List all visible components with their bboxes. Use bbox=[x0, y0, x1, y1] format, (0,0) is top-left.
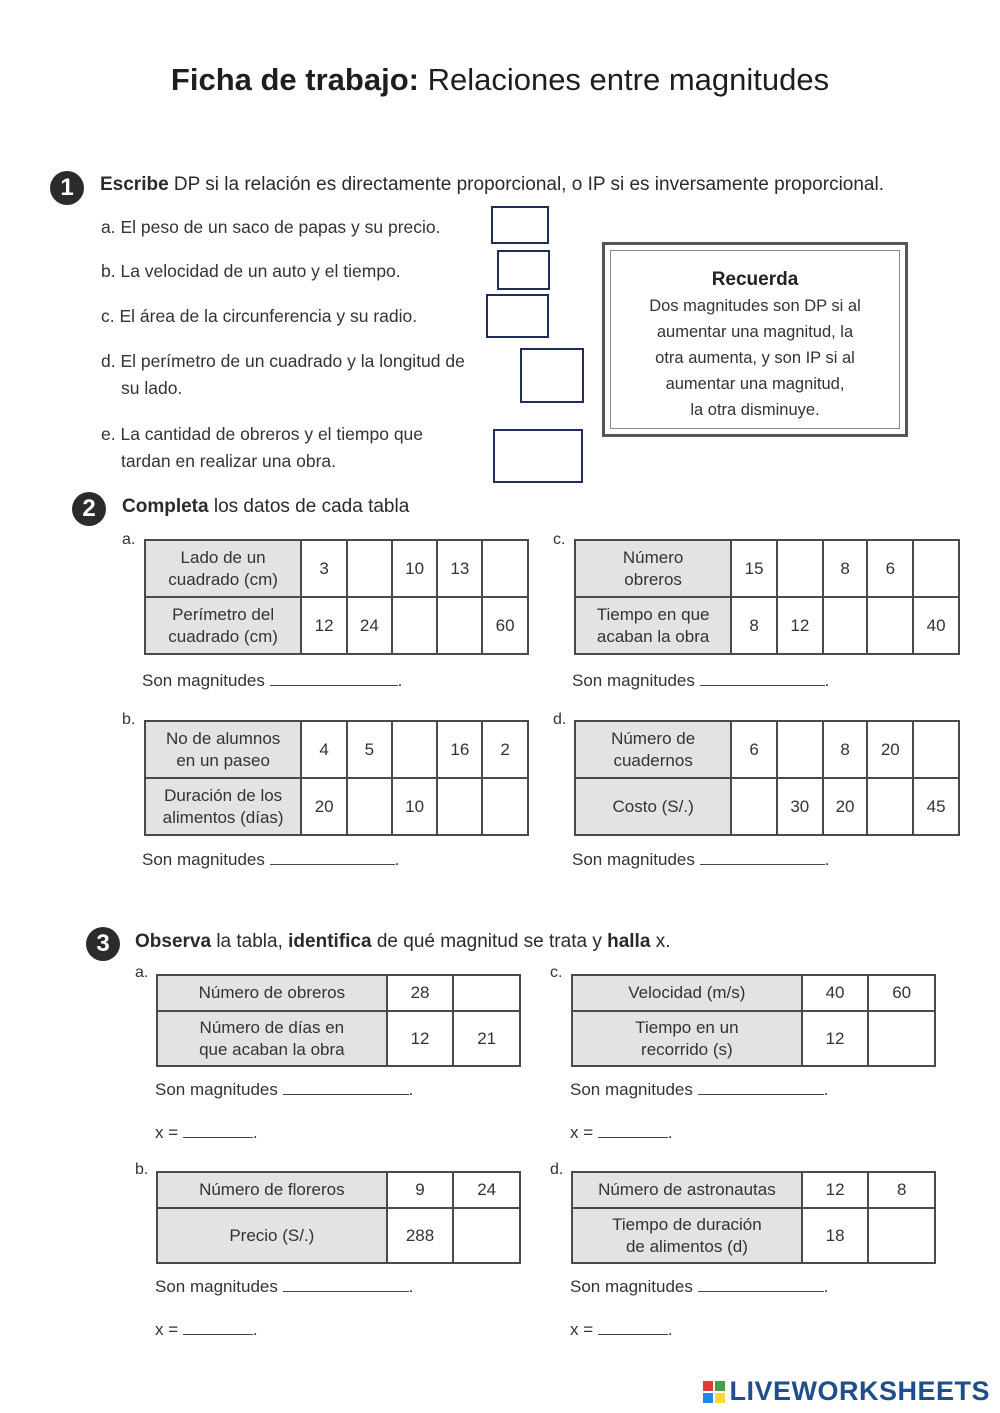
answer-blank[interactable] bbox=[698, 1277, 824, 1292]
table-row-header: Número de floreros bbox=[157, 1172, 387, 1208]
table-2b bbox=[144, 720, 529, 836]
table-row-header: No de alumnos en un paseo bbox=[145, 721, 301, 778]
table-cell: 28 bbox=[387, 975, 454, 1011]
table-cell-blank[interactable] bbox=[913, 540, 959, 597]
item-1e-line2: tardan en realizar una obra. bbox=[121, 451, 336, 471]
recuerda-line: aumentar una magnitud, la bbox=[656, 323, 854, 341]
table-cell: 8 bbox=[823, 540, 868, 597]
answer-box-1a[interactable] bbox=[491, 206, 549, 244]
son-magnitudes-3a: Son magnitudes . bbox=[155, 1080, 414, 1099]
table-cell: 24 bbox=[453, 1172, 520, 1208]
table-cell-blank[interactable] bbox=[913, 721, 959, 778]
answer-box-1c[interactable] bbox=[486, 294, 549, 338]
table-row-header: Tiempo de duración de alimentos (d) bbox=[572, 1208, 802, 1263]
table-3a-label: a. bbox=[135, 964, 149, 981]
table-cell-blank[interactable] bbox=[777, 540, 823, 597]
section-3-instruction: Observa la tabla, identifica de qué magnitud se trata y halla x. bbox=[135, 931, 671, 952]
table-row-header: Tiempo en un recorrido (s) bbox=[572, 1011, 802, 1066]
answer-blank[interactable] bbox=[283, 1277, 409, 1292]
son-magnitudes-2c: Son magnitudes . bbox=[572, 671, 830, 690]
table-cell-blank[interactable] bbox=[437, 778, 482, 835]
table-row-header: Velocidad (m/s) bbox=[572, 975, 802, 1011]
table-cell-blank[interactable] bbox=[867, 778, 913, 835]
item-1b: b. La velocidad de un auto y el tiempo. bbox=[101, 261, 401, 281]
son-magnitudes-3c: Son magnitudes . bbox=[570, 1080, 829, 1099]
table-cell: 4 bbox=[301, 721, 347, 778]
table-cell-blank[interactable] bbox=[392, 721, 438, 778]
table-cell: 60 bbox=[482, 597, 528, 654]
table-cell: 8 bbox=[823, 721, 868, 778]
answer-blank[interactable] bbox=[183, 1320, 253, 1335]
table-cell: 2 bbox=[482, 721, 528, 778]
table-cell: 20 bbox=[823, 778, 868, 835]
table-2a bbox=[144, 539, 529, 655]
table-row-header: Número de días en que acaban la obra bbox=[157, 1011, 387, 1066]
table-2c-label: c. bbox=[553, 531, 566, 548]
table-cell: 60 bbox=[868, 975, 935, 1011]
x-answer-3c: x = . bbox=[570, 1123, 673, 1142]
table-3c bbox=[571, 974, 936, 1067]
table-cell: 30 bbox=[777, 778, 823, 835]
table-cell: 45 bbox=[913, 778, 959, 835]
answer-blank[interactable] bbox=[598, 1320, 668, 1335]
table-row-header: Número de astronautas bbox=[572, 1172, 802, 1208]
section-2-instruction: Completa los datos de cada tabla bbox=[122, 496, 410, 517]
recuerda-line: la otra disminuye. bbox=[690, 401, 820, 419]
table-cell: 20 bbox=[301, 778, 347, 835]
table-2a-label: a. bbox=[122, 531, 136, 548]
table-cell: 20 bbox=[867, 721, 913, 778]
answer-box-1b[interactable] bbox=[497, 250, 550, 290]
x-answer-3d: x = . bbox=[570, 1320, 673, 1339]
recuerda-box bbox=[602, 242, 908, 437]
table-cell-blank[interactable] bbox=[347, 778, 392, 835]
x-answer-3b: x = . bbox=[155, 1320, 258, 1339]
table-cell-blank[interactable] bbox=[731, 778, 777, 835]
table-cell-blank[interactable] bbox=[867, 597, 913, 654]
table-cell: 40 bbox=[802, 975, 869, 1011]
table-cell: 8 bbox=[868, 1172, 935, 1208]
table-cell: 40 bbox=[913, 597, 959, 654]
x-answer-3a: x = . bbox=[155, 1123, 258, 1142]
table-cell: 8 bbox=[731, 597, 777, 654]
table-cell: 16 bbox=[437, 721, 482, 778]
section-1-instruction: Escribe DP si la relación es directamente proporcional, o IP si es inversamente proporcional. bbox=[100, 174, 884, 195]
section-3-number: 3 bbox=[86, 927, 120, 961]
son-magnitudes-3b: Son magnitudes . bbox=[155, 1277, 414, 1296]
table-2c bbox=[574, 539, 960, 655]
table-row-header: Número de obreros bbox=[157, 975, 387, 1011]
table-cell-blank[interactable] bbox=[823, 597, 868, 654]
table-row-header: Lado de un cuadrado (cm) bbox=[145, 540, 301, 597]
table-cell-blank[interactable] bbox=[437, 597, 482, 654]
answer-blank[interactable] bbox=[698, 1080, 824, 1095]
table-row-header: Número obreros bbox=[575, 540, 731, 597]
table-cell-blank[interactable] bbox=[868, 1011, 935, 1066]
table-cell: 6 bbox=[731, 721, 777, 778]
table-2b-label: b. bbox=[122, 711, 136, 728]
page-title: Ficha de trabajo: Relaciones entre magnitudes bbox=[170, 62, 830, 97]
table-cell-blank[interactable] bbox=[868, 1208, 935, 1263]
answer-blank[interactable] bbox=[700, 850, 825, 865]
recuerda-line: Dos magnitudes son DP si al bbox=[649, 297, 861, 315]
table-cell: 288 bbox=[387, 1208, 454, 1263]
table-3c-label: c. bbox=[550, 964, 563, 981]
table-cell-blank[interactable] bbox=[777, 721, 823, 778]
table-cell: 9 bbox=[387, 1172, 454, 1208]
son-magnitudes-2d: Son magnitudes . bbox=[572, 850, 830, 869]
liveworksheets-logo-icon bbox=[703, 1381, 725, 1403]
recuerda-line: otra aumenta, y son IP si al bbox=[655, 349, 855, 367]
table-row-header: Precio (S/.) bbox=[157, 1208, 387, 1263]
table-cell: 10 bbox=[392, 540, 438, 597]
table-cell: 12 bbox=[387, 1011, 454, 1066]
item-1d-line2: su lado. bbox=[121, 378, 183, 398]
answer-blank[interactable] bbox=[270, 671, 398, 686]
table-cell-blank[interactable] bbox=[482, 778, 528, 835]
answer-box-1d[interactable] bbox=[520, 348, 584, 403]
table-cell: 12 bbox=[301, 597, 347, 654]
table-3b bbox=[156, 1171, 521, 1264]
answer-blank[interactable] bbox=[183, 1123, 253, 1138]
table-cell: 12 bbox=[802, 1172, 869, 1208]
table-cell-blank[interactable] bbox=[453, 975, 520, 1011]
section-1-number: 1 bbox=[50, 171, 84, 205]
table-3a bbox=[156, 974, 521, 1067]
table-cell: 18 bbox=[802, 1208, 869, 1263]
table-row-header: Tiempo en que acaban la obra bbox=[575, 597, 731, 654]
table-2d bbox=[574, 720, 960, 836]
recuerda-title: Recuerda bbox=[711, 269, 799, 290]
section-2-number: 2 bbox=[72, 492, 106, 526]
table-cell: 24 bbox=[347, 597, 392, 654]
table-cell-blank[interactable] bbox=[347, 540, 392, 597]
answer-blank[interactable] bbox=[283, 1080, 409, 1095]
item-1c: c. El área de la circunferencia y su radio. bbox=[101, 306, 418, 326]
item-1a: a. El peso de un saco de papas y su precio. bbox=[101, 217, 441, 237]
table-cell: 5 bbox=[347, 721, 392, 778]
table-row-header: Número de cuadernos bbox=[575, 721, 731, 778]
table-cell: 15 bbox=[731, 540, 777, 597]
answer-blank[interactable] bbox=[270, 850, 395, 865]
son-magnitudes-3d: Son magnitudes . bbox=[570, 1277, 829, 1296]
son-magnitudes-2b: Son magnitudes . bbox=[142, 850, 400, 869]
table-cell: 12 bbox=[777, 597, 823, 654]
table-row-header: Perímetro del cuadrado (cm) bbox=[145, 597, 301, 654]
table-2d-label: d. bbox=[553, 711, 567, 728]
son-magnitudes-2a: Son magnitudes . bbox=[142, 671, 403, 690]
table-cell: 13 bbox=[437, 540, 482, 597]
table-3d bbox=[571, 1171, 936, 1264]
table-cell-blank[interactable] bbox=[453, 1208, 520, 1263]
table-cell: 12 bbox=[802, 1011, 869, 1066]
recuerda-line: aumentar una magnitud, bbox=[665, 375, 845, 393]
liveworksheets-logo: LIVEWORKSHEETS bbox=[703, 1376, 990, 1407]
table-3b-label: b. bbox=[135, 1161, 149, 1178]
table-cell: 21 bbox=[453, 1011, 520, 1066]
table-cell: 3 bbox=[301, 540, 347, 597]
answer-blank[interactable] bbox=[598, 1123, 668, 1138]
table-3d-label: d. bbox=[550, 1161, 564, 1178]
item-1d-line1: d. El perímetro de un cuadrado y la longitud de bbox=[101, 351, 465, 371]
table-cell-blank[interactable] bbox=[482, 540, 528, 597]
table-cell: 6 bbox=[867, 540, 913, 597]
answer-box-1e[interactable] bbox=[493, 429, 583, 483]
item-1e-line1: e. La cantidad de obreros y el tiempo que bbox=[101, 424, 424, 444]
table-row-header: Costo (S/.) bbox=[575, 778, 731, 835]
table-cell: 10 bbox=[392, 778, 438, 835]
answer-blank[interactable] bbox=[700, 671, 825, 686]
table-row-header: Duración de los alimentos (días) bbox=[145, 778, 301, 835]
table-cell-blank[interactable] bbox=[392, 597, 438, 654]
